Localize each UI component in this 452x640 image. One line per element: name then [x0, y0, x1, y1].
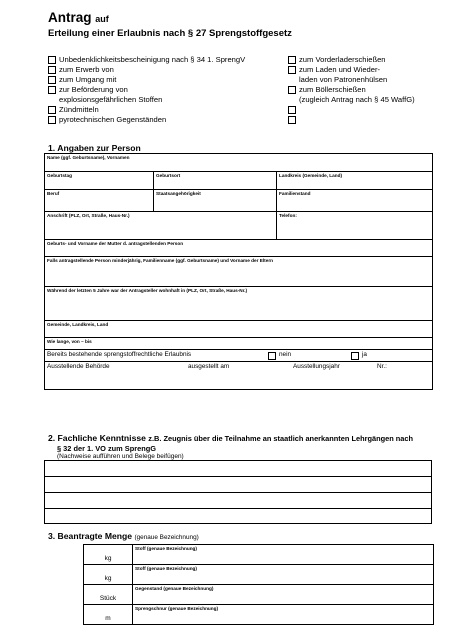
beruf-field[interactable]: [45, 190, 154, 212]
checkbox-extra-1[interactable]: [288, 106, 296, 114]
kenntnisse-line[interactable]: [45, 461, 432, 477]
title-text: Antrag: [48, 10, 92, 25]
field-label: Sprengschnur (genaue Bezeichnung): [135, 606, 219, 611]
kenntnisse-line[interactable]: [45, 493, 432, 509]
field-label: Landkreis (Gemeinde, Land): [279, 173, 343, 178]
field-label: ausgestellt am: [188, 363, 230, 370]
ja-label: ja: [362, 351, 367, 358]
field-label: Name (ggf. Geburtsname), Vornamen: [47, 155, 130, 160]
field-label: Während der letzten 5 Jahre war der Antragsteller wohnhaft in (PLZ, Ort, Straße, Haus-Nr.): [47, 288, 248, 293]
familienstand-field[interactable]: [277, 190, 433, 212]
kenntnisse-line[interactable]: [45, 509, 432, 524]
field-label: Familienstand: [279, 191, 311, 196]
field-label: Geburtsort: [156, 173, 181, 178]
unit-label: Stück: [99, 595, 117, 602]
field-label: Telefon:: [279, 213, 297, 218]
field-label: Beruf: [47, 191, 60, 196]
option-label: zur Beförderung von: [59, 85, 128, 94]
field-label: Falls antragstellende Person minderjährig, Familienname (ggf. Geburtsname) und Vorname der Eltern: [47, 258, 274, 263]
kenntnisse-table: [44, 460, 432, 524]
menge-desc-cell[interactable]: [133, 585, 434, 605]
field-label: Staatsangehörigkeit: [156, 191, 201, 196]
geburtsort-field[interactable]: [154, 172, 277, 190]
field-label: Stoff (genaue Bezeichnung): [135, 546, 197, 551]
option-label: explosionsgefährlichen Stoffen: [59, 95, 163, 104]
menge-unit-cell[interactable]: [84, 585, 133, 605]
wie-lange-field[interactable]: [45, 338, 433, 350]
person-table: [44, 153, 433, 390]
field-label: Geburts- und Vorname der Mutter d. antragstellenden Person: [47, 241, 184, 246]
option-label: Unbedenklichkeitsbescheinigung nach § 34 1. SprengV: [59, 55, 246, 64]
section3-note: (genaue Bezeichnung): [134, 534, 199, 541]
menge-unit-cell[interactable]: [84, 565, 133, 585]
checkbox-vorderlader[interactable]: [288, 56, 296, 64]
title-suffix: auf: [95, 14, 109, 24]
checkbox-nein[interactable]: [268, 352, 276, 360]
landkreis-field[interactable]: [277, 172, 433, 190]
field-label: Ausstellungsjahr: [293, 363, 340, 370]
section2-title: 2. Fachliche Kenntnisse: [48, 433, 146, 443]
option-label: laden von Patronenhülsen: [299, 75, 388, 84]
menge-desc-cell[interactable]: [133, 605, 434, 625]
field-label: Geburtstag: [47, 173, 73, 178]
checkbox-befoerderung[interactable]: [48, 86, 56, 94]
menge-unit-cell[interactable]: [84, 545, 133, 565]
checkbox-extra-2[interactable]: [288, 116, 296, 124]
staat-field[interactable]: [154, 190, 277, 212]
option-label: pyrotechnischen Gegenständen: [59, 115, 167, 124]
option-label: (zugleich Antrag nach § 45 WaffG): [299, 95, 415, 104]
checkbox-ja[interactable]: [351, 352, 359, 360]
menge-desc-cell[interactable]: [133, 565, 434, 585]
field-label: Anschrift (PLZ, Ort, Straße, Haus-Nr.): [47, 213, 130, 218]
bestehende-erlaubnis-row: [45, 350, 433, 362]
geburtstag-field[interactable]: [45, 172, 154, 190]
page-title: [48, 10, 109, 25]
option-label: zum Vorderladerschießen: [299, 55, 386, 64]
checkbox-umgang[interactable]: [48, 76, 56, 84]
menge-unit-cell[interactable]: [84, 605, 133, 625]
eltern-field[interactable]: [45, 257, 433, 287]
section2-heading: [48, 433, 413, 443]
anschrift-field[interactable]: [45, 212, 277, 240]
option-label: zum Erwerb von: [59, 65, 114, 74]
field-label: Gemeinde, Landkreis, Land: [47, 322, 109, 327]
telefon-field[interactable]: [277, 212, 433, 240]
section2-hint: (Nachweise aufführen und Belege beifügen): [57, 453, 184, 460]
checkbox-zuendmittel[interactable]: [48, 106, 56, 114]
checkbox-laden[interactable]: [288, 66, 296, 74]
unit-label: kg: [104, 555, 112, 562]
page-subtitle: Erteilung einer Erlaubnis nach § 27 Sprengstoffgesetz: [48, 28, 292, 39]
unit-label: m: [105, 615, 111, 622]
section1-heading: 1. Angaben zur Person: [48, 143, 141, 153]
checkbox-erwerb[interactable]: [48, 66, 56, 74]
behoerde-row[interactable]: [45, 362, 433, 390]
checkbox-pyrotechnik[interactable]: [48, 116, 56, 124]
mutter-field[interactable]: [45, 240, 433, 257]
field-label: Ausstellende Behörde: [47, 363, 110, 370]
option-label: Zündmitteln: [59, 105, 99, 114]
field-label: Gegenstand (genaue Bezeichnung): [135, 586, 214, 591]
name-field[interactable]: [45, 154, 433, 172]
field-label: Wie lange, von – bis: [47, 339, 92, 344]
section3-title: 3. Beantragte Menge: [48, 531, 133, 541]
unit-label: kg: [104, 575, 112, 582]
menge-table: [83, 544, 434, 625]
gemeinde-field[interactable]: [45, 321, 433, 338]
wohnhaft-field[interactable]: [45, 287, 433, 321]
kenntnisse-line[interactable]: [45, 477, 432, 493]
field-label: Stoff (genaue Bezeichnung): [135, 566, 197, 571]
checkbox-unbedenklichkeit[interactable]: [48, 56, 56, 64]
checkbox-boeller[interactable]: [288, 86, 296, 94]
section2-note: z.B. Zeugnis über die Teilnahme an staatlich anerkannten Lehrgängen nach: [148, 434, 414, 443]
nein-label: nein: [279, 351, 292, 358]
option-label: zum Böllerschießen: [299, 85, 366, 94]
menge-desc-cell[interactable]: [133, 545, 434, 565]
field-label: Nr.:: [377, 363, 387, 370]
field-label: Bereits bestehende sprengstoffrechtliche Erlaubnis: [47, 351, 192, 358]
option-label: zum Laden und Wieder-: [299, 65, 381, 74]
option-label: zum Umgang mit: [59, 75, 117, 84]
section3-heading: [48, 531, 199, 541]
section2-heading-line2: § 32 der 1. VO zum SprengG: [57, 444, 156, 453]
